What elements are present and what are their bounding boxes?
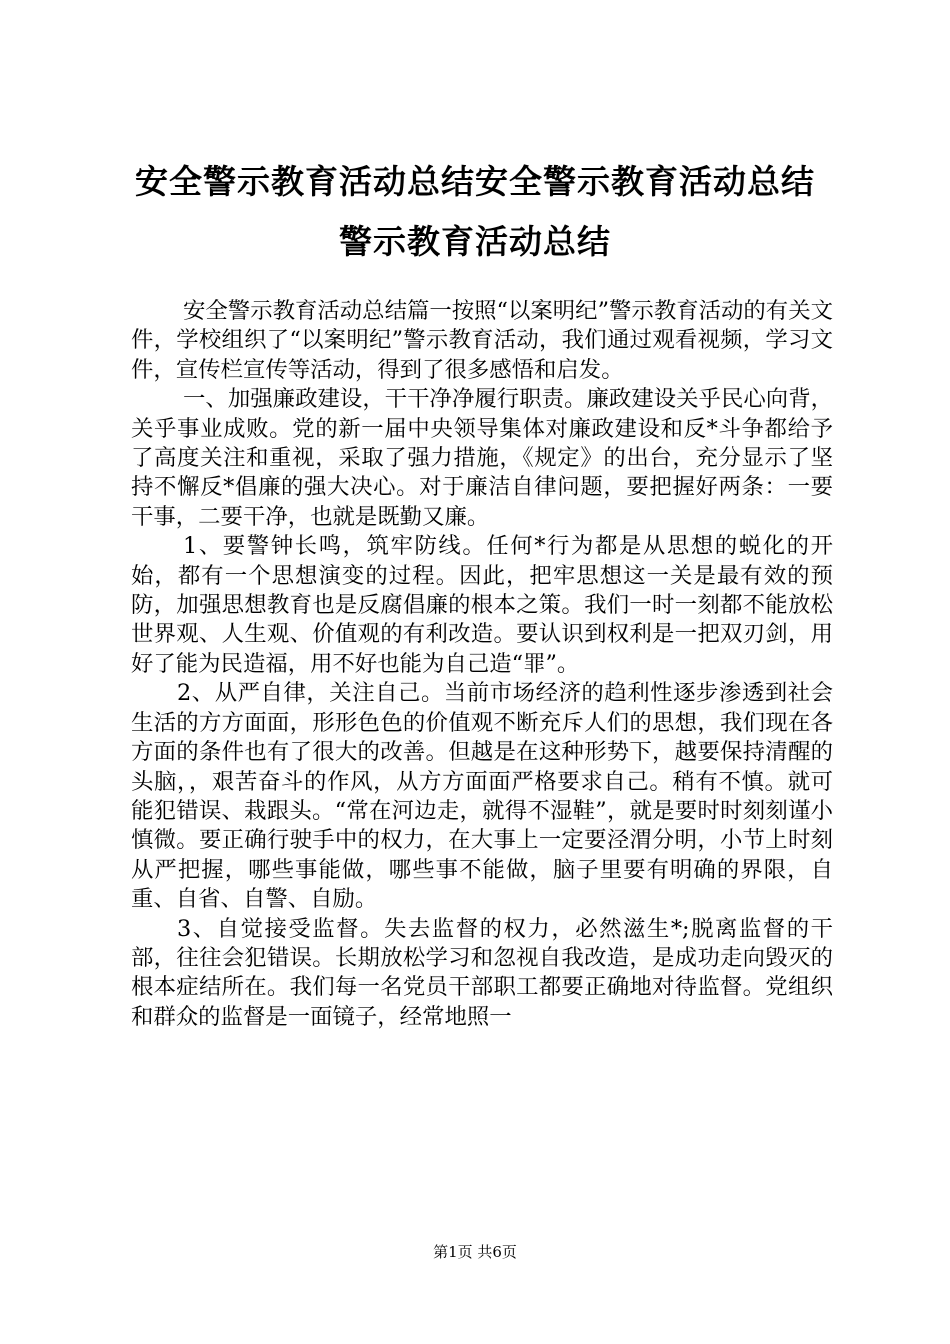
paragraph-item-3: 3、自觉接受监督。失去监督的权力，必然滋生*;脱离监督的干部，往往会犯错误。长期放松学习和忽视自我改造，是成功走向毁灭的根本症结所在。我们每一名党员干部职工都要正确地对待监督。党组织和群众的监督是一面镜子，经常地照一 (131, 915, 833, 1030)
paragraph-section-1: 一、加强廉政建设，干干净净履行职责。廉政建设关乎民心向背，关乎事业成败。党的新一届中央领导集体对廉政建设和反*斗争都给予了高度关注和重视，采取了强力措施，《规定》的出台，充分显示了坚持不懈反*倡廉的强大决心。对于廉洁自律问题，要把握好两条：一要干事，二要干净，也就是既勤又廉。 (131, 386, 833, 530)
paragraph-intro: 安全警示教育活动总结篇一按照“以案明纪”警示教育活动的有关文件，学校组织了“以案明纪”警示教育活动，我们通过观看视频，学习文件，宣传栏宣传等活动，得到了很多感悟和启发。 (131, 298, 833, 383)
paragraph-item-1: 1、要警钟长鸣，筑牢防线。任何*行为都是从思想的蜕化的开始，都有一个思想演变的过程。因此，把牢思想这一关是最有效的预防，加强思想教育也是反腐倡廉的根本之策。我们一时一刻都不能放松世界观、人生观、价值观的有利改造。要认识到权利是一把双刃剑，用好了能为民造福，用不好也能为自己造“罪”。 (131, 533, 833, 677)
page-number-footer: 第1页 共6页 (433, 1243, 517, 1261)
document-title-line-2: 警示教育活动总结 (339, 222, 611, 261)
paragraph-item-2: 2、从严自律，关注自己。当前市场经济的趋利性逐步渗透到社会生活的方方面面，形形色色的价值观不断充斥人们的思想，我们现在各方面的条件也有了很大的改善。但越是在这种形势下，越要保持清醒的头脑，，艰苦奋斗的作风，从方方面面严格要求自己。稍有不慎。就可能犯错误、栽跟头。“常在河边走，就得不湿鞋”，就是要时时刻刻谨小慎微。要正确行驶手中的权力，在大事上一定要泾渭分明，小节上时刻从严把握，哪些事能做，哪些事不能做，脑子里要有明确的界限，自重、自省、自警、自励。 (131, 680, 833, 913)
document-title-line-1: 安全警示教育活动总结安全警示教育活动总结 (135, 162, 815, 201)
document-body (131, 297, 833, 1032)
